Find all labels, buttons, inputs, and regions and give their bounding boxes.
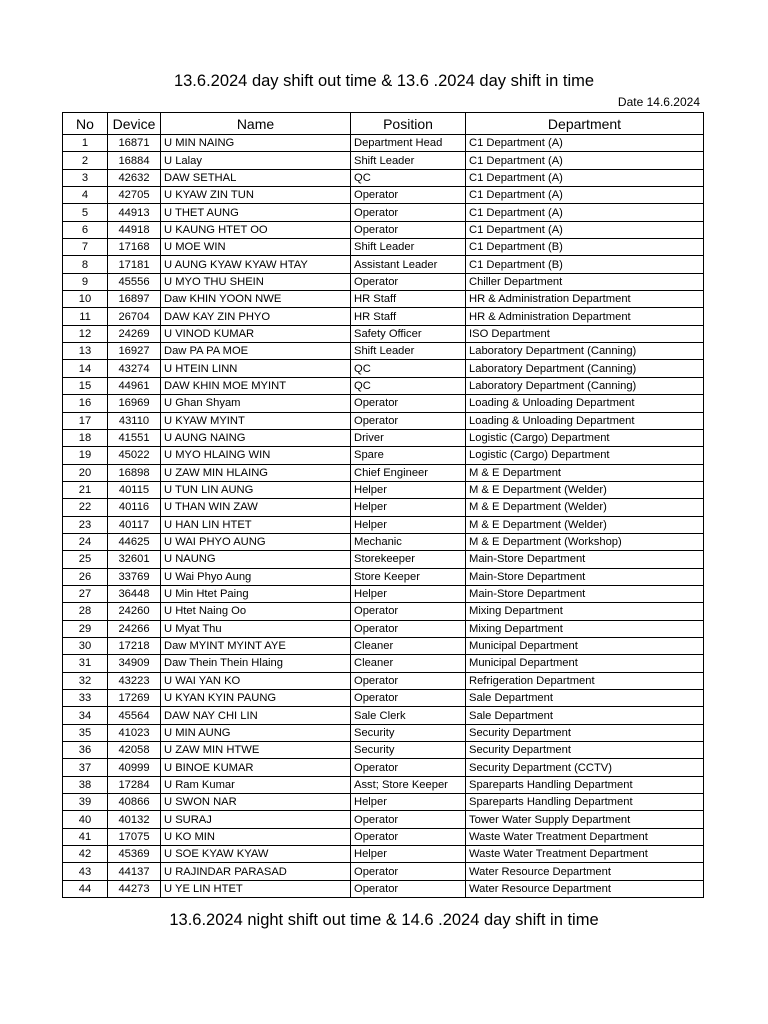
cell-position: Operator xyxy=(351,187,466,204)
cell-name: U VINOD KUMAR xyxy=(161,325,351,342)
cell-name: U KYAW MYINT xyxy=(161,412,351,429)
cell-department: Loading & Unloading Department xyxy=(466,412,704,429)
cell-device: 32601 xyxy=(108,551,161,568)
cell-no: 43 xyxy=(63,863,108,880)
cell-position: Sale Clerk xyxy=(351,707,466,724)
cell-name: U WAI YAN KO xyxy=(161,672,351,689)
cell-no: 16 xyxy=(63,395,108,412)
table-row xyxy=(63,360,704,377)
footer-title: 13.6.2024 night shift out time & 14.6 .2024 day shift in time xyxy=(169,911,599,929)
cell-name: U KYAN KYIN PAUNG xyxy=(161,690,351,707)
cell-device: 41551 xyxy=(108,429,161,446)
table-row xyxy=(63,672,704,689)
table-row xyxy=(63,724,704,741)
cell-position: Operator xyxy=(351,395,466,412)
table-row xyxy=(63,551,704,568)
table-row xyxy=(63,395,704,412)
cell-position: Spare xyxy=(351,447,466,464)
cell-department: Mixing Department xyxy=(466,620,704,637)
cell-device: 17218 xyxy=(108,637,161,654)
cell-name: U YE LIN HTET xyxy=(161,880,351,897)
cell-device: 16897 xyxy=(108,291,161,308)
table-row xyxy=(63,516,704,533)
cell-no: 4 xyxy=(63,187,108,204)
table-row xyxy=(63,568,704,585)
cell-department: C1 Department (A) xyxy=(466,187,704,204)
cell-no: 21 xyxy=(63,481,108,498)
cell-position: Shift Leader xyxy=(351,239,466,256)
table-row xyxy=(63,655,704,672)
cell-device: 44625 xyxy=(108,533,161,550)
table-row xyxy=(63,637,704,654)
cell-department: Security Department xyxy=(466,742,704,759)
cell-name: DAW SETHAL xyxy=(161,169,351,186)
table-row xyxy=(63,603,704,620)
table-row xyxy=(63,533,704,550)
page-title: 13.6.2024 day shift out time & 13.6 .2024 day shift in time xyxy=(173,72,595,90)
cell-position: HR Staff xyxy=(351,291,466,308)
cell-device: 16898 xyxy=(108,464,161,481)
cell-position: Operator xyxy=(351,412,466,429)
cell-name: U SWON NAR xyxy=(161,794,351,811)
cell-device: 42058 xyxy=(108,742,161,759)
cell-name: U SOE KYAW KYAW xyxy=(161,846,351,863)
cell-department: Municipal Department xyxy=(466,637,704,654)
cell-department: Mixing Department xyxy=(466,603,704,620)
table-header-row xyxy=(63,113,704,135)
table-row xyxy=(63,585,704,602)
cell-device: 44918 xyxy=(108,221,161,238)
table-row xyxy=(63,273,704,290)
cell-name: U MOE WIN xyxy=(161,239,351,256)
cell-name: U Htet Naing Oo xyxy=(161,603,351,620)
cell-device: 45022 xyxy=(108,447,161,464)
cell-no: 10 xyxy=(63,291,108,308)
cell-department: Laboratory Department (Canning) xyxy=(466,343,704,360)
table-row xyxy=(63,256,704,273)
cell-position: Department Head xyxy=(351,135,466,152)
table-body xyxy=(63,135,704,898)
cell-department: Water Resource Department xyxy=(466,863,704,880)
cell-name: U KO MIN xyxy=(161,828,351,845)
table-row xyxy=(63,308,704,325)
cell-name: U Ghan Shyam xyxy=(161,395,351,412)
cell-position: Helper xyxy=(351,794,466,811)
cell-department: Refrigeration Department xyxy=(466,672,704,689)
cell-name: Daw Thein Thein Hlaing xyxy=(161,655,351,672)
cell-no: 32 xyxy=(63,672,108,689)
cell-device: 17269 xyxy=(108,690,161,707)
cell-position: QC xyxy=(351,377,466,394)
cell-no: 11 xyxy=(63,308,108,325)
cell-no: 41 xyxy=(63,828,108,845)
cell-device: 45369 xyxy=(108,846,161,863)
table-row xyxy=(63,811,704,828)
cell-department: Laboratory Department (Canning) xyxy=(466,377,704,394)
cell-department: M & E Department (Welder) xyxy=(466,481,704,498)
cell-name: U MIN AUNG xyxy=(161,724,351,741)
cell-device: 43110 xyxy=(108,412,161,429)
cell-department: C1 Department (A) xyxy=(466,169,704,186)
cell-position: Asst; Store Keeper xyxy=(351,776,466,793)
cell-device: 42705 xyxy=(108,187,161,204)
cell-department: C1 Department (B) xyxy=(466,256,704,273)
cell-no: 22 xyxy=(63,499,108,516)
cell-position: QC xyxy=(351,169,466,186)
cell-department: Sale Department xyxy=(466,690,704,707)
cell-name: Daw MYINT MYINT AYE xyxy=(161,637,351,654)
column-header-department: Department xyxy=(466,113,704,135)
cell-no: 3 xyxy=(63,169,108,186)
cell-device: 24269 xyxy=(108,325,161,342)
cell-position: Operator xyxy=(351,273,466,290)
cell-name: Daw PA PA MOE xyxy=(161,343,351,360)
cell-no: 37 xyxy=(63,759,108,776)
cell-department: Logistic (Cargo) Department xyxy=(466,429,704,446)
cell-department: C1 Department (A) xyxy=(466,204,704,221)
cell-department: M & E Department (Workshop) xyxy=(466,533,704,550)
cell-department: M & E Department (Welder) xyxy=(466,516,704,533)
cell-device: 40132 xyxy=(108,811,161,828)
cell-device: 44961 xyxy=(108,377,161,394)
cell-name: U WAI PHYO AUNG xyxy=(161,533,351,550)
table-row xyxy=(63,152,704,169)
cell-department: C1 Department (A) xyxy=(466,221,704,238)
cell-name: U AUNG KYAW KYAW HTAY xyxy=(161,256,351,273)
table-row xyxy=(63,776,704,793)
cell-no: 38 xyxy=(63,776,108,793)
cell-no: 24 xyxy=(63,533,108,550)
table-row xyxy=(63,204,704,221)
cell-department: Water Resource Department xyxy=(466,880,704,897)
column-header-no: No xyxy=(63,113,108,135)
cell-no: 39 xyxy=(63,794,108,811)
cell-device: 17075 xyxy=(108,828,161,845)
cell-name: U ZAW MIN HTWE xyxy=(161,742,351,759)
cell-device: 45556 xyxy=(108,273,161,290)
cell-name: U RAJINDAR PARASAD xyxy=(161,863,351,880)
cell-device: 40866 xyxy=(108,794,161,811)
cell-no: 27 xyxy=(63,585,108,602)
cell-department: M & E Department xyxy=(466,464,704,481)
cell-position: Mechanic xyxy=(351,533,466,550)
table-row xyxy=(63,412,704,429)
table-row xyxy=(63,343,704,360)
cell-position: Store Keeper xyxy=(351,568,466,585)
cell-department: Spareparts Handling Department xyxy=(466,794,704,811)
cell-department: Waste Water Treatment Department xyxy=(466,828,704,845)
cell-no: 33 xyxy=(63,690,108,707)
cell-department: Sale Department xyxy=(466,707,704,724)
cell-name: DAW NAY CHI LIN xyxy=(161,707,351,724)
cell-position: Helper xyxy=(351,481,466,498)
cell-device: 34909 xyxy=(108,655,161,672)
cell-no: 30 xyxy=(63,637,108,654)
cell-position: Shift Leader xyxy=(351,343,466,360)
cell-no: 9 xyxy=(63,273,108,290)
column-header-device: Device xyxy=(108,113,161,135)
table-row xyxy=(63,221,704,238)
cell-device: 17181 xyxy=(108,256,161,273)
cell-no: 19 xyxy=(63,447,108,464)
column-header-name: Name xyxy=(161,113,351,135)
cell-department: C1 Department (B) xyxy=(466,239,704,256)
cell-no: 31 xyxy=(63,655,108,672)
table-row xyxy=(63,499,704,516)
table-row xyxy=(63,135,704,152)
cell-name: U HTEIN LINN xyxy=(161,360,351,377)
cell-device: 24260 xyxy=(108,603,161,620)
table-row xyxy=(63,846,704,863)
cell-name: U BINOE KUMAR xyxy=(161,759,351,776)
cell-no: 17 xyxy=(63,412,108,429)
cell-device: 44273 xyxy=(108,880,161,897)
cell-department: Waste Water Treatment Department xyxy=(466,846,704,863)
cell-position: Operator xyxy=(351,880,466,897)
cell-position: Security xyxy=(351,742,466,759)
cell-name: U MYO HLAING WIN xyxy=(161,447,351,464)
cell-name: U MIN NAING xyxy=(161,135,351,152)
cell-department: Loading & Unloading Department xyxy=(466,395,704,412)
cell-department: Main-Store Department xyxy=(466,551,704,568)
cell-department: HR & Administration Department xyxy=(466,291,704,308)
table-row xyxy=(63,481,704,498)
cell-name: DAW KAY ZIN PHYO xyxy=(161,308,351,325)
cell-no: 18 xyxy=(63,429,108,446)
cell-position: Operator xyxy=(351,828,466,845)
cell-no: 25 xyxy=(63,551,108,568)
column-header-position: Position xyxy=(351,113,466,135)
cell-department: Laboratory Department (Canning) xyxy=(466,360,704,377)
cell-position: Helper xyxy=(351,846,466,863)
cell-device: 40117 xyxy=(108,516,161,533)
cell-device: 40116 xyxy=(108,499,161,516)
cell-name: U Lalay xyxy=(161,152,351,169)
cell-no: 2 xyxy=(63,152,108,169)
cell-name: U THET AUNG xyxy=(161,204,351,221)
cell-position: Storekeeper xyxy=(351,551,466,568)
cell-no: 42 xyxy=(63,846,108,863)
cell-position: Cleaner xyxy=(351,655,466,672)
cell-device: 26704 xyxy=(108,308,161,325)
cell-position: Helper xyxy=(351,585,466,602)
cell-position: Shift Leader xyxy=(351,152,466,169)
table-row xyxy=(63,291,704,308)
table-row xyxy=(63,187,704,204)
cell-department: Main-Store Department xyxy=(466,568,704,585)
cell-position: Operator xyxy=(351,811,466,828)
cell-device: 16927 xyxy=(108,343,161,360)
cell-no: 15 xyxy=(63,377,108,394)
cell-no: 28 xyxy=(63,603,108,620)
cell-no: 44 xyxy=(63,880,108,897)
cell-position: Operator xyxy=(351,863,466,880)
cell-no: 40 xyxy=(63,811,108,828)
cell-device: 16969 xyxy=(108,395,161,412)
cell-position: Operator xyxy=(351,620,466,637)
cell-device: 44137 xyxy=(108,863,161,880)
cell-department: HR & Administration Department xyxy=(466,308,704,325)
cell-no: 6 xyxy=(63,221,108,238)
cell-position: Operator xyxy=(351,672,466,689)
table-row xyxy=(63,464,704,481)
cell-position: Cleaner xyxy=(351,637,466,654)
table-row xyxy=(63,429,704,446)
cell-device: 44913 xyxy=(108,204,161,221)
table-row xyxy=(63,828,704,845)
cell-position: Driver xyxy=(351,429,466,446)
table-row xyxy=(63,447,704,464)
table-row xyxy=(63,169,704,186)
cell-position: Security xyxy=(351,724,466,741)
cell-no: 13 xyxy=(63,343,108,360)
table-row xyxy=(63,377,704,394)
table-row xyxy=(63,325,704,342)
cell-position: Assistant Leader xyxy=(351,256,466,273)
cell-no: 36 xyxy=(63,742,108,759)
cell-name: U Wai Phyo Aung xyxy=(161,568,351,585)
cell-position: Chief Engineer xyxy=(351,464,466,481)
cell-no: 7 xyxy=(63,239,108,256)
cell-department: M & E Department (Welder) xyxy=(466,499,704,516)
cell-device: 17168 xyxy=(108,239,161,256)
cell-name: U ZAW MIN HLAING xyxy=(161,464,351,481)
cell-no: 23 xyxy=(63,516,108,533)
cell-device: 42632 xyxy=(108,169,161,186)
cell-device: 43223 xyxy=(108,672,161,689)
cell-name: U Myat Thu xyxy=(161,620,351,637)
cell-position: Operator xyxy=(351,690,466,707)
cell-no: 1 xyxy=(63,135,108,152)
table-row xyxy=(63,759,704,776)
cell-position: Helper xyxy=(351,516,466,533)
table-row xyxy=(63,742,704,759)
cell-no: 5 xyxy=(63,204,108,221)
cell-name: Daw KHIN YOON NWE xyxy=(161,291,351,308)
cell-position: Operator xyxy=(351,221,466,238)
cell-no: 8 xyxy=(63,256,108,273)
cell-name: U NAUNG xyxy=(161,551,351,568)
cell-department: Tower Water Supply Department xyxy=(466,811,704,828)
cell-department: C1 Department (A) xyxy=(466,152,704,169)
cell-name: U KAUNG HTET OO xyxy=(161,221,351,238)
cell-device: 16871 xyxy=(108,135,161,152)
table-row xyxy=(63,620,704,637)
table-row xyxy=(63,707,704,724)
cell-position: Operator xyxy=(351,603,466,620)
cell-device: 40999 xyxy=(108,759,161,776)
cell-department: Municipal Department xyxy=(466,655,704,672)
cell-no: 14 xyxy=(63,360,108,377)
cell-device: 36448 xyxy=(108,585,161,602)
cell-name: U THAN WIN ZAW xyxy=(161,499,351,516)
cell-device: 40115 xyxy=(108,481,161,498)
cell-position: HR Staff xyxy=(351,308,466,325)
cell-department: Chiller Department xyxy=(466,273,704,290)
cell-name: DAW KHIN MOE MYINT xyxy=(161,377,351,394)
cell-position: Safety Officer xyxy=(351,325,466,342)
cell-name: U SURAJ xyxy=(161,811,351,828)
cell-device: 41023 xyxy=(108,724,161,741)
cell-name: U MYO THU SHEIN xyxy=(161,273,351,290)
cell-position: QC xyxy=(351,360,466,377)
cell-position: Operator xyxy=(351,204,466,221)
cell-position: Helper xyxy=(351,499,466,516)
cell-device: 24266 xyxy=(108,620,161,637)
cell-device: 17284 xyxy=(108,776,161,793)
cell-name: U TUN LIN AUNG xyxy=(161,481,351,498)
cell-position: Operator xyxy=(351,759,466,776)
cell-device: 16884 xyxy=(108,152,161,169)
cell-name: U HAN LIN HTET xyxy=(161,516,351,533)
table-row xyxy=(63,794,704,811)
table-row xyxy=(63,690,704,707)
cell-department: ISO Department xyxy=(466,325,704,342)
table-row xyxy=(63,880,704,897)
cell-device: 45564 xyxy=(108,707,161,724)
cell-no: 29 xyxy=(63,620,108,637)
cell-device: 33769 xyxy=(108,568,161,585)
cell-department: Logistic (Cargo) Department xyxy=(466,447,704,464)
cell-name: U KYAW ZIN TUN xyxy=(161,187,351,204)
cell-name: U AUNG NAING xyxy=(161,429,351,446)
cell-no: 35 xyxy=(63,724,108,741)
cell-no: 12 xyxy=(63,325,108,342)
attendance-table xyxy=(62,112,704,898)
cell-department: C1 Department (A) xyxy=(466,135,704,152)
table-row xyxy=(63,239,704,256)
cell-department: Spareparts Handling Department xyxy=(466,776,704,793)
table-row xyxy=(63,863,704,880)
cell-no: 26 xyxy=(63,568,108,585)
cell-name: U Ram Kumar xyxy=(161,776,351,793)
report-date: Date 14.6.2024 xyxy=(617,95,700,109)
cell-department: Security Department xyxy=(466,724,704,741)
cell-department: Security Department (CCTV) xyxy=(466,759,704,776)
cell-device: 43274 xyxy=(108,360,161,377)
cell-name: U Min Htet Paing xyxy=(161,585,351,602)
cell-department: Main-Store Department xyxy=(466,585,704,602)
cell-no: 20 xyxy=(63,464,108,481)
cell-no: 34 xyxy=(63,707,108,724)
